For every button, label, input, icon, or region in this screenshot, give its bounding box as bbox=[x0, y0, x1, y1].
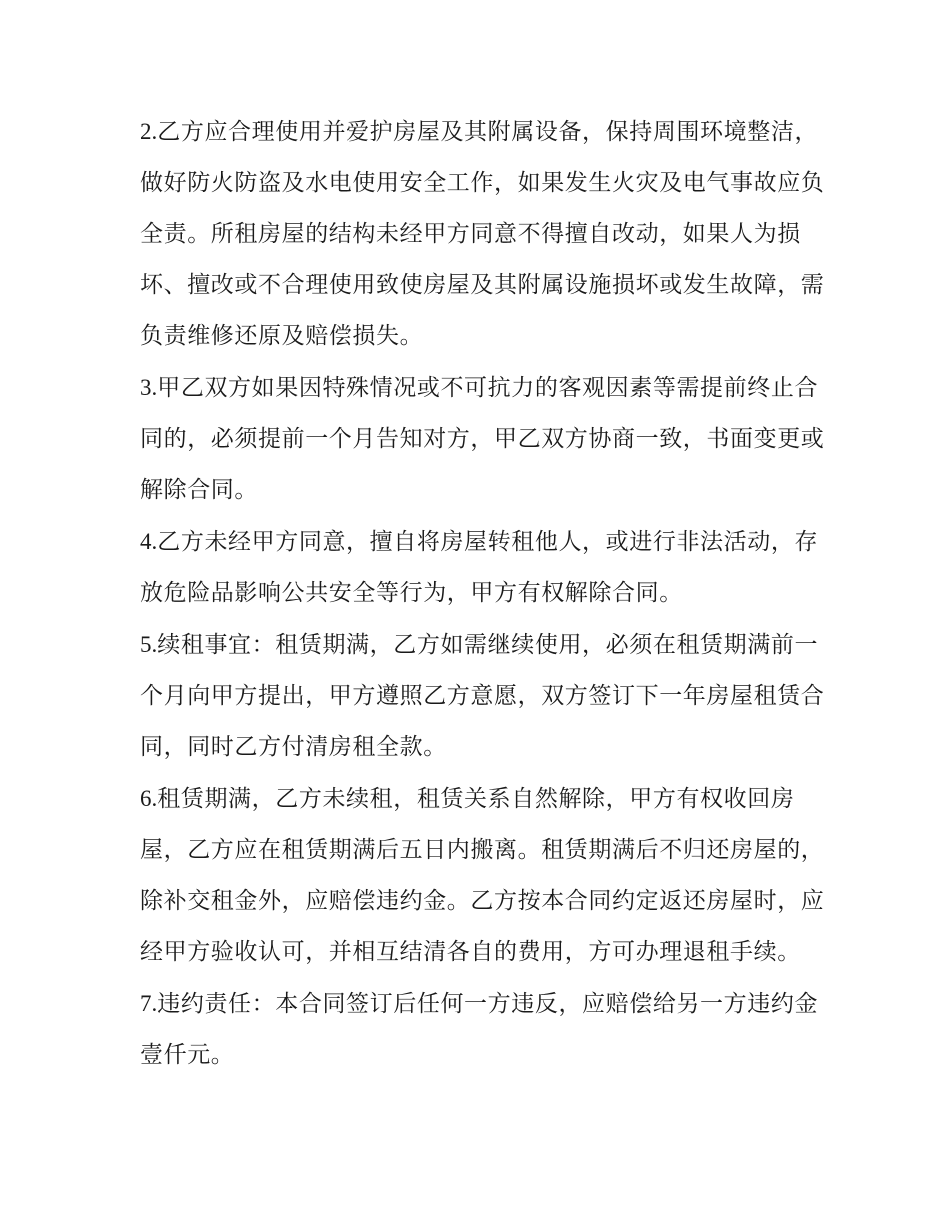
clause-text: 违约责任：本合同签订后任何一方违反，应赔偿给另一方违约金壹仟元。 bbox=[140, 991, 819, 1068]
clause-text: 租赁期满，乙方未续租，租赁关系自然解除，甲方有权收回房屋，乙方应在租赁期满后五日内搬离。租赁期满后不归还房屋的，除补交租金外，应赔偿违约金。乙方按本合同约定返还房屋时，应经甲方验收认可，并相互结清各自的费用，方可办理退租手续。 bbox=[140, 786, 825, 965]
clause-2 bbox=[140, 106, 830, 362]
document-page bbox=[140, 106, 830, 1081]
clause-number: 2. bbox=[140, 119, 158, 144]
clause-4 bbox=[140, 516, 830, 619]
clause-number: 5. bbox=[140, 632, 158, 657]
clause-number: 3. bbox=[140, 375, 158, 400]
clause-number: 7. bbox=[140, 991, 158, 1016]
clause-number: 6. bbox=[140, 786, 158, 811]
clause-number: 4. bbox=[140, 529, 158, 554]
clause-7 bbox=[140, 978, 830, 1081]
clause-6 bbox=[140, 773, 830, 978]
clause-text: 甲乙双方如果因特殊情况或不可抗力的客观因素等需提前终止合同的，必须提前一个月告知对方，甲乙双方协商一致，书面变更或解除合同。 bbox=[140, 375, 825, 503]
clause-text: 乙方未经甲方同意，擅自将房屋转租他人，或进行非法活动，存放危险品影响公共安全等行为，甲方有权解除合同。 bbox=[140, 529, 819, 606]
clause-text: 续租事宜：租赁期满，乙方如需继续使用，必须在租赁期满前一个月向甲方提出，甲方遵照乙方意愿，双方签订下一年房屋租赁合同，同时乙方付清房租全款。 bbox=[140, 632, 825, 760]
clause-5 bbox=[140, 619, 830, 773]
clause-3 bbox=[140, 362, 830, 516]
clause-text: 乙方应合理使用并爱护房屋及其附属设备，保持周围环境整洁，做好防火防盗及水电使用安全工作，如果发生火灾及电气事故应负全责。所租房屋的结构未经甲方同意不得擅自改动，如果人为损坏、擅改或不合理使用致使房屋及其附属设施损坏或发生故障，需负责维修还原及赔偿损失。 bbox=[140, 119, 825, 349]
